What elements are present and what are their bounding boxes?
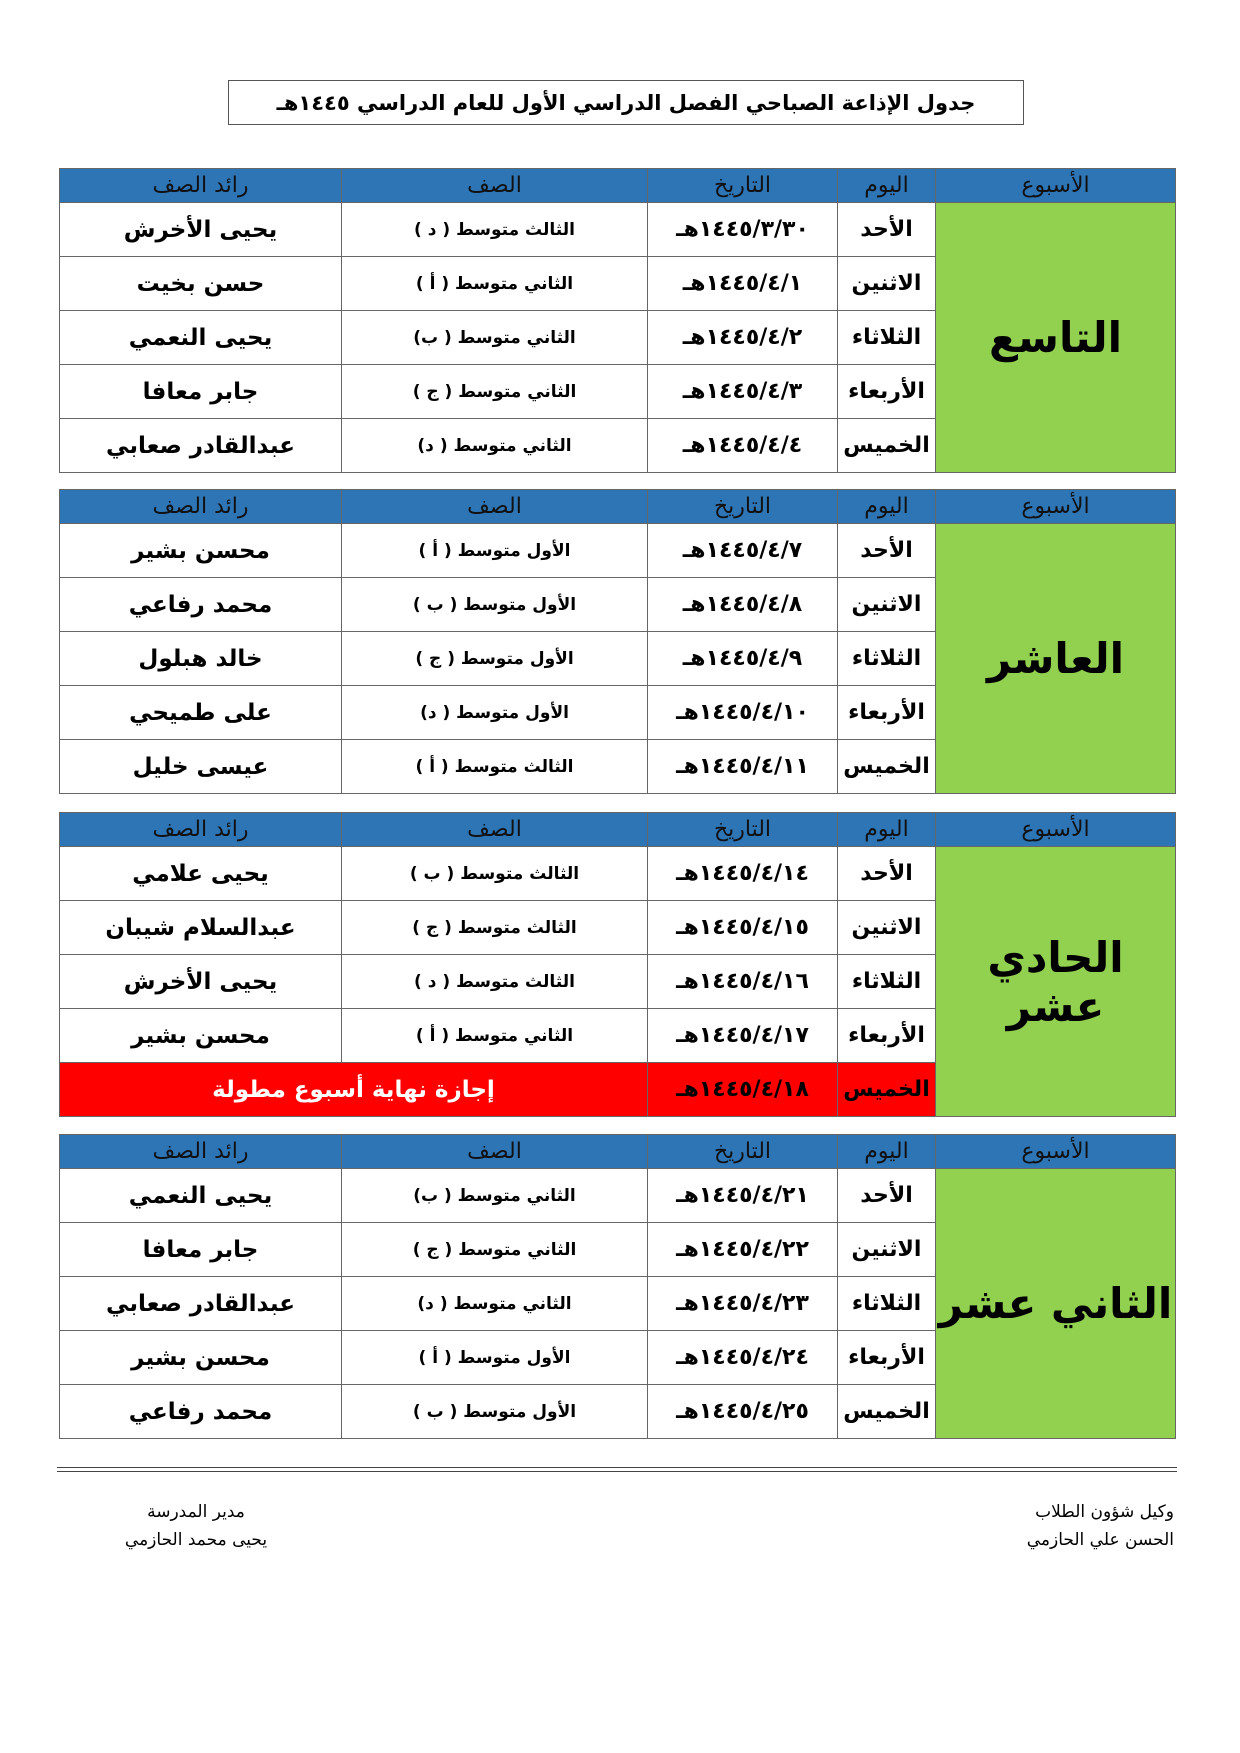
day-cell: الثلاثاء: [838, 632, 936, 686]
header-date: التاريخ: [648, 813, 838, 847]
leader-cell: حسن بخيت: [60, 257, 342, 311]
header-day: اليوم: [838, 169, 936, 203]
day-cell: الثلاثاء: [838, 311, 936, 365]
signature-principal: [116, 1498, 276, 1554]
header-day: اليوم: [838, 813, 936, 847]
day-cell: الخميس: [838, 1063, 936, 1117]
class-cell: الأول متوسط ( أ ): [342, 524, 648, 578]
date-cell: ١٤٤٥/٤/١٧هـ: [648, 1009, 838, 1063]
header-week: الأسبوع: [936, 813, 1176, 847]
leader-cell: جابر معافا: [60, 365, 342, 419]
header-class: الصف: [342, 813, 648, 847]
leader-cell: محمد رفاعي: [60, 578, 342, 632]
week-name: الحادي عشر: [936, 847, 1176, 1117]
class-cell: الأول متوسط ( أ ): [342, 1331, 648, 1385]
class-cell: الثاني متوسط ( ج ): [342, 1223, 648, 1277]
header-day: اليوم: [838, 1135, 936, 1169]
header-class: الصف: [342, 490, 648, 524]
day-cell: الأحد: [838, 203, 936, 257]
leader-cell: عبدالسلام شيبان: [60, 901, 342, 955]
class-cell: الثاني متوسط ( أ ): [342, 257, 648, 311]
date-cell: ١٤٤٥/٤/٢٥هـ: [648, 1385, 838, 1439]
class-cell: الثاني متوسط ( د): [342, 1277, 648, 1331]
leader-cell: يحيى الأخرش: [60, 203, 342, 257]
class-cell: الثالث متوسط ( د ): [342, 203, 648, 257]
table-row: [60, 524, 1176, 578]
day-cell: الخميس: [838, 1385, 936, 1439]
divider-line: [57, 1467, 1177, 1468]
week-table: [59, 812, 1176, 1117]
leader-cell: محسن بشير: [60, 1331, 342, 1385]
date-cell: ١٤٤٥/٤/١٤هـ: [648, 847, 838, 901]
date-cell: ١٤٤٥/٤/١٠هـ: [648, 686, 838, 740]
class-cell: الأول متوسط ( ب ): [342, 1385, 648, 1439]
class-cell: الثالث متوسط ( د ): [342, 955, 648, 1009]
day-cell: الأحد: [838, 524, 936, 578]
class-cell: الثاني متوسط ( أ ): [342, 1009, 648, 1063]
day-cell: الاثنين: [838, 578, 936, 632]
day-cell: الأحد: [838, 847, 936, 901]
header-class: الصف: [342, 169, 648, 203]
week-table: [59, 489, 1176, 794]
page-title: جدول الإذاعة الصباحي الفصل الدراسي الأول للعام الدراسي ١٤٤٥هـ: [228, 80, 1024, 125]
week-name: الثاني عشر: [936, 1169, 1176, 1439]
leader-cell: محسن بشير: [60, 524, 342, 578]
week-name: العاشر: [936, 524, 1176, 794]
date-cell: ١٤٤٥/٣/٣٠هـ: [648, 203, 838, 257]
week-table: [59, 168, 1176, 473]
class-cell: الثالث متوسط ( ب ): [342, 847, 648, 901]
leader-cell: يحيى الأخرش: [60, 955, 342, 1009]
leader-cell: يحيى علامي: [60, 847, 342, 901]
class-cell: الثاني متوسط ( ب): [342, 1169, 648, 1223]
date-cell: ١٤٤٥/٤/٧هـ: [648, 524, 838, 578]
leader-cell: عبدالقادر صعابي: [60, 1277, 342, 1331]
header-class: الصف: [342, 1135, 648, 1169]
holiday-note: إجازة نهاية أسبوع مطولة: [60, 1063, 648, 1117]
class-cell: الأول متوسط ( د): [342, 686, 648, 740]
day-cell: الخميس: [838, 740, 936, 794]
day-cell: الخميس: [838, 419, 936, 473]
class-cell: الثاني متوسط ( د): [342, 419, 648, 473]
day-cell: الأحد: [838, 1169, 936, 1223]
leader-cell: يحيى النعمي: [60, 1169, 342, 1223]
class-cell: الأول متوسط ( ب ): [342, 578, 648, 632]
signature-student-affairs: [1027, 1498, 1174, 1554]
day-cell: الاثنين: [838, 1223, 936, 1277]
divider-line: [57, 1471, 1177, 1472]
table-row: [60, 847, 1176, 901]
header-leader: رائد الصف: [60, 813, 342, 847]
day-cell: الثلاثاء: [838, 1277, 936, 1331]
leader-cell: محسن بشير: [60, 1009, 342, 1063]
class-cell: الثاني متوسط ( ج ): [342, 365, 648, 419]
day-cell: الثلاثاء: [838, 955, 936, 1009]
leader-cell: خالد هبلول: [60, 632, 342, 686]
day-cell: الأربعاء: [838, 1009, 936, 1063]
header-date: التاريخ: [648, 1135, 838, 1169]
leader-cell: على طميحي: [60, 686, 342, 740]
day-cell: الأربعاء: [838, 1331, 936, 1385]
class-cell: الثاني متوسط ( ب): [342, 311, 648, 365]
date-cell: ١٤٤٥/٤/١هـ: [648, 257, 838, 311]
header-week: الأسبوع: [936, 1135, 1176, 1169]
date-cell: ١٤٤٥/٤/٤هـ: [648, 419, 838, 473]
header-row: [60, 490, 1176, 524]
class-cell: الثالث متوسط ( ج ): [342, 901, 648, 955]
header-day: اليوم: [838, 490, 936, 524]
day-cell: الاثنين: [838, 901, 936, 955]
header-row: [60, 1135, 1176, 1169]
week-name: التاسع: [936, 203, 1176, 473]
date-cell: ١٤٤٥/٤/١١هـ: [648, 740, 838, 794]
header-row: [60, 169, 1176, 203]
date-cell: ١٤٤٥/٤/٩هـ: [648, 632, 838, 686]
day-cell: الأربعاء: [838, 686, 936, 740]
signature-name: الحسن علي الحازمي: [1026, 1530, 1174, 1550]
day-cell: الاثنين: [838, 257, 936, 311]
date-cell: ١٤٤٥/٤/٢٣هـ: [648, 1277, 838, 1331]
header-leader: رائد الصف: [60, 1135, 342, 1169]
signature-role: وكيل شؤون الطلاب: [1035, 1502, 1174, 1522]
table-row: [60, 1169, 1176, 1223]
header-leader: رائد الصف: [60, 490, 342, 524]
class-cell: الأول متوسط ( ج ): [342, 632, 648, 686]
header-date: التاريخ: [648, 490, 838, 524]
date-cell: ١٤٤٥/٤/٣هـ: [648, 365, 838, 419]
day-cell: الأربعاء: [838, 365, 936, 419]
signature-name: يحيى محمد الحازمي: [124, 1530, 268, 1550]
date-cell: ١٤٤٥/٤/٢١هـ: [648, 1169, 838, 1223]
date-cell: ١٤٤٥/٤/٢هـ: [648, 311, 838, 365]
leader-cell: محمد رفاعي: [60, 1385, 342, 1439]
leader-cell: عيسى خليل: [60, 740, 342, 794]
leader-cell: جابر معافا: [60, 1223, 342, 1277]
leader-cell: يحيى النعمي: [60, 311, 342, 365]
header-week: الأسبوع: [936, 169, 1176, 203]
header-week: الأسبوع: [936, 490, 1176, 524]
date-cell: ١٤٤٥/٤/٢٢هـ: [648, 1223, 838, 1277]
class-cell: الثالث متوسط ( أ ): [342, 740, 648, 794]
leader-cell: عبدالقادر صعابي: [60, 419, 342, 473]
date-cell: ١٤٤٥/٤/١٥هـ: [648, 901, 838, 955]
week-table: [59, 1134, 1176, 1439]
header-date: التاريخ: [648, 169, 838, 203]
date-cell: ١٤٤٥/٤/٨هـ: [648, 578, 838, 632]
header-leader: رائد الصف: [60, 169, 342, 203]
header-row: [60, 813, 1176, 847]
date-cell: ١٤٤٥/٤/١٨هـ: [648, 1063, 838, 1117]
table-row: [60, 203, 1176, 257]
signature-role: مدير المدرسة: [147, 1502, 245, 1522]
date-cell: ١٤٤٥/٤/٢٤هـ: [648, 1331, 838, 1385]
date-cell: ١٤٤٥/٤/١٦هـ: [648, 955, 838, 1009]
